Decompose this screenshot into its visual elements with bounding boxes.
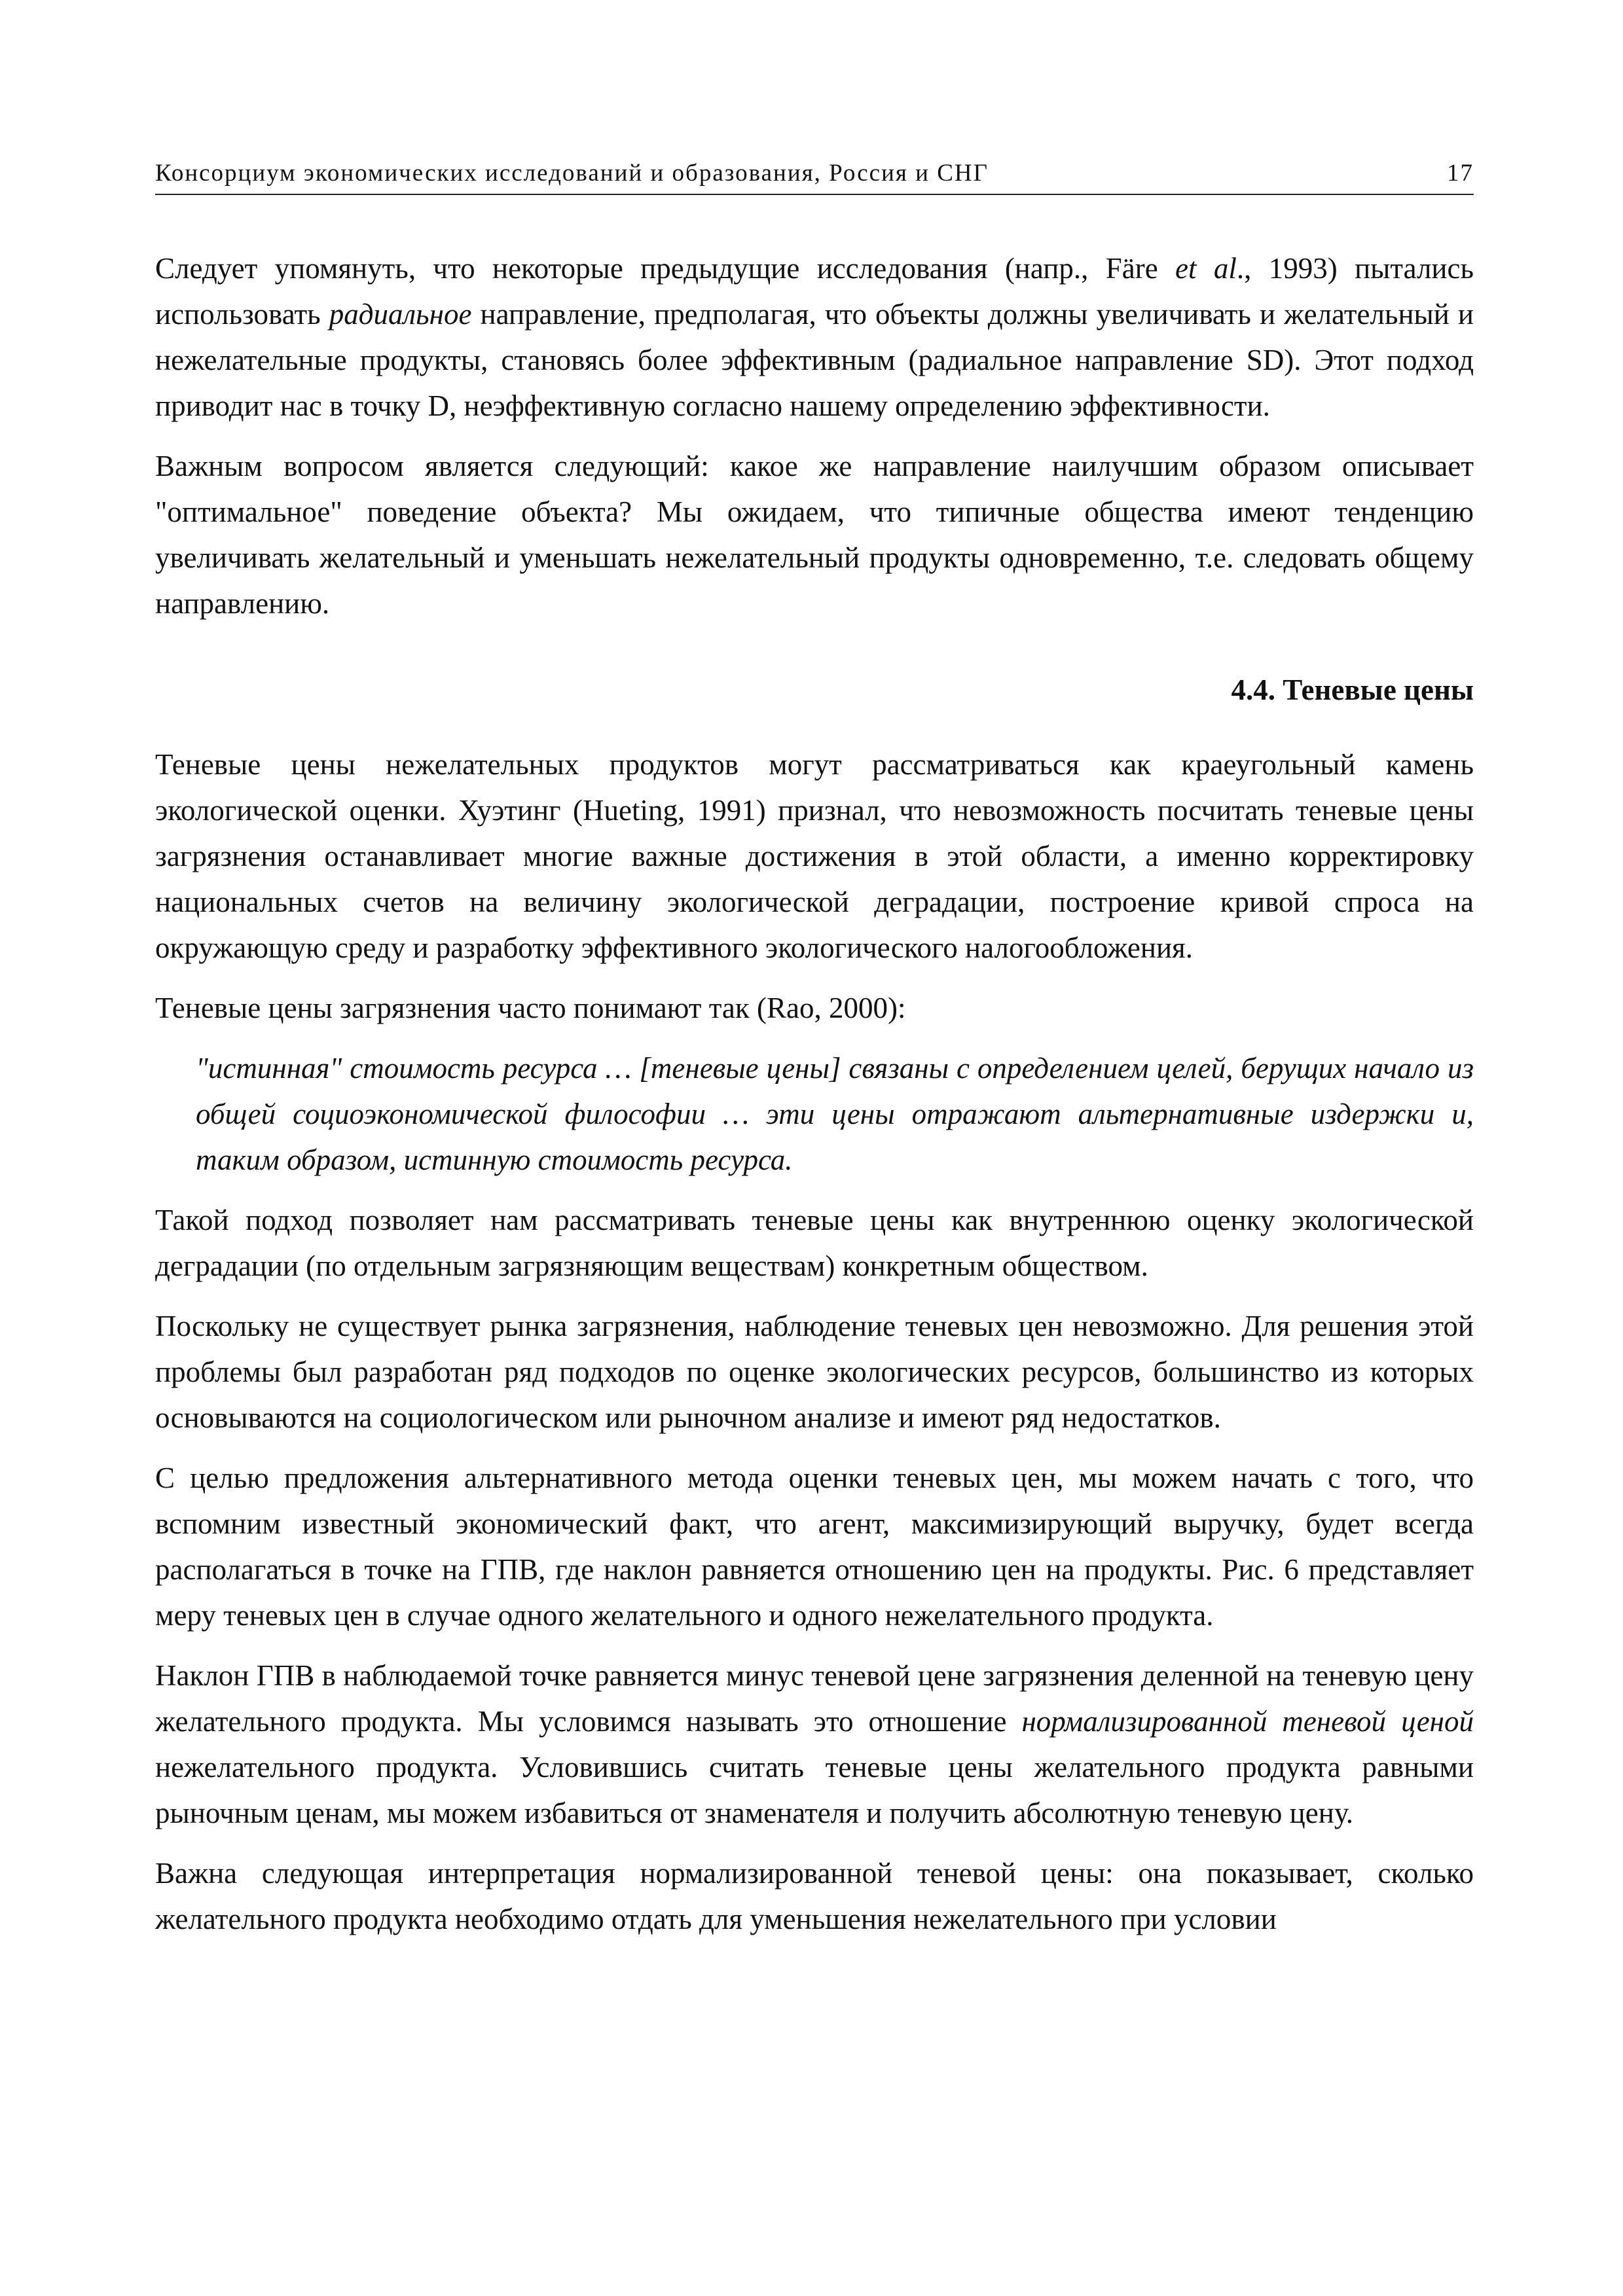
paragraph-8 <box>155 1653 1474 1836</box>
body-text <box>155 245 1474 1956</box>
paragraph-1-part-1: Следует упомянуть, что некоторые предыдущие исследования (напр., Färe <box>155 252 1176 285</box>
running-header <box>155 149 1474 195</box>
paragraph-6: Поскольку не существует рынка загрязнения, наблюдение теневых цен невозможно. Для решения этой проблемы был разработан ряд подходов по оценке экологических ресурсов, большинство из которых основываются на социологическом или рыночном анализе и имеют ряд недостатков. <box>155 1310 1474 1434</box>
paragraph-1-italic-1: et al <box>1175 252 1237 285</box>
paragraph-1 <box>155 245 1474 429</box>
block-quote: "истинная" стоимость ресурса … [теневые цены] связаны с определением целей, берущих начало из общей социоэкономической философии … эти цены отражают альтернативные издержки и, таким образом, истинную стоимость ресурса. <box>196 1052 1474 1176</box>
page-number: 17 <box>1447 160 1474 187</box>
paragraph-1-part-2: ., 1993) пытались использовать <box>155 252 1474 331</box>
paragraph-9: Важна следующая интерпретация нормализированной теневой цены: она показывает, сколько желательного продукта необходимо отдать для уменьшения нежелательного при условии <box>155 1857 1474 1935</box>
running-title: Консорциум экономических исследований и образования, Россия и СНГ <box>155 160 989 187</box>
paragraph-3: Теневые цены нежелательных продуктов могут рассматриваться как краеугольный камень экологической оценки. Хуэтинг (Hueting, 1991) признал, что невозможность посчитать теневые цены загрязнения останавливает многие важные достижения в этой области, а именно корректировку национальных счетов на величину экологической деградации, построение кривой спроса на окружающую среду и разработку эффективного экологического налогообложения. <box>155 748 1474 964</box>
paragraph-1-italic-2: радиальное <box>329 298 472 331</box>
paragraph-2: Важным вопросом является следующий: какое же направление наилучшим образом описывает "оптимальное" поведение объекта? Мы ожидаем, что типичные общества имеют тенденцию увеличивать желательный и уменьшать нежелательный продукты одновременно, т.е. следовать общему направлению. <box>155 450 1474 620</box>
paragraph-8-part-1: Наклон ГПВ в наблюдаемой точке равняется минус теневой цене загрязнения деленной на теневую цену желательного продукта. Мы условимся называть это отношение <box>155 1659 1474 1738</box>
paragraph-4: Теневые цены загрязнения часто понимают так (Rao, 2000): <box>155 992 906 1024</box>
section-heading: 4.4. Теневые цены <box>1231 673 1474 706</box>
paragraph-1-part-3: направление, предполагая, что объекты должны увеличивать и желательный и нежелательные продукты, становясь более эффективным (радиальное направление SD). Этот подход приводит нас в точку D, неэффективную согласно нашему определению эффективности. <box>155 298 1474 422</box>
paragraph-7: С целью предложения альтернативного метода оценки теневых цен, мы можем начать с того, что вспомним известный экономический факт, что агент, максимизирующий выручку, будет всегда располагаться в точке на ГПВ, где наклон равняется отношению цен на продукты. Рис. 6 представляет меру теневых цен в случае одного желательного и одного нежелательного продукта. <box>155 1462 1474 1632</box>
paragraph-8-italic: нормализированной теневой ценой <box>1021 1705 1474 1738</box>
paragraph-5: Такой подход позволяет нам рассматривать теневые цены как внутреннюю оценку экологической деградации (по отдельным загрязняющим веществам) конкретным обществом. <box>155 1204 1474 1282</box>
paragraph-8-part-2: нежелательного продукта. Условившись считать теневые цены желательного продукта равными рыночным ценам, мы можем избавиться от знаменателя и получить абсолютную теневую цену. <box>155 1751 1474 1829</box>
